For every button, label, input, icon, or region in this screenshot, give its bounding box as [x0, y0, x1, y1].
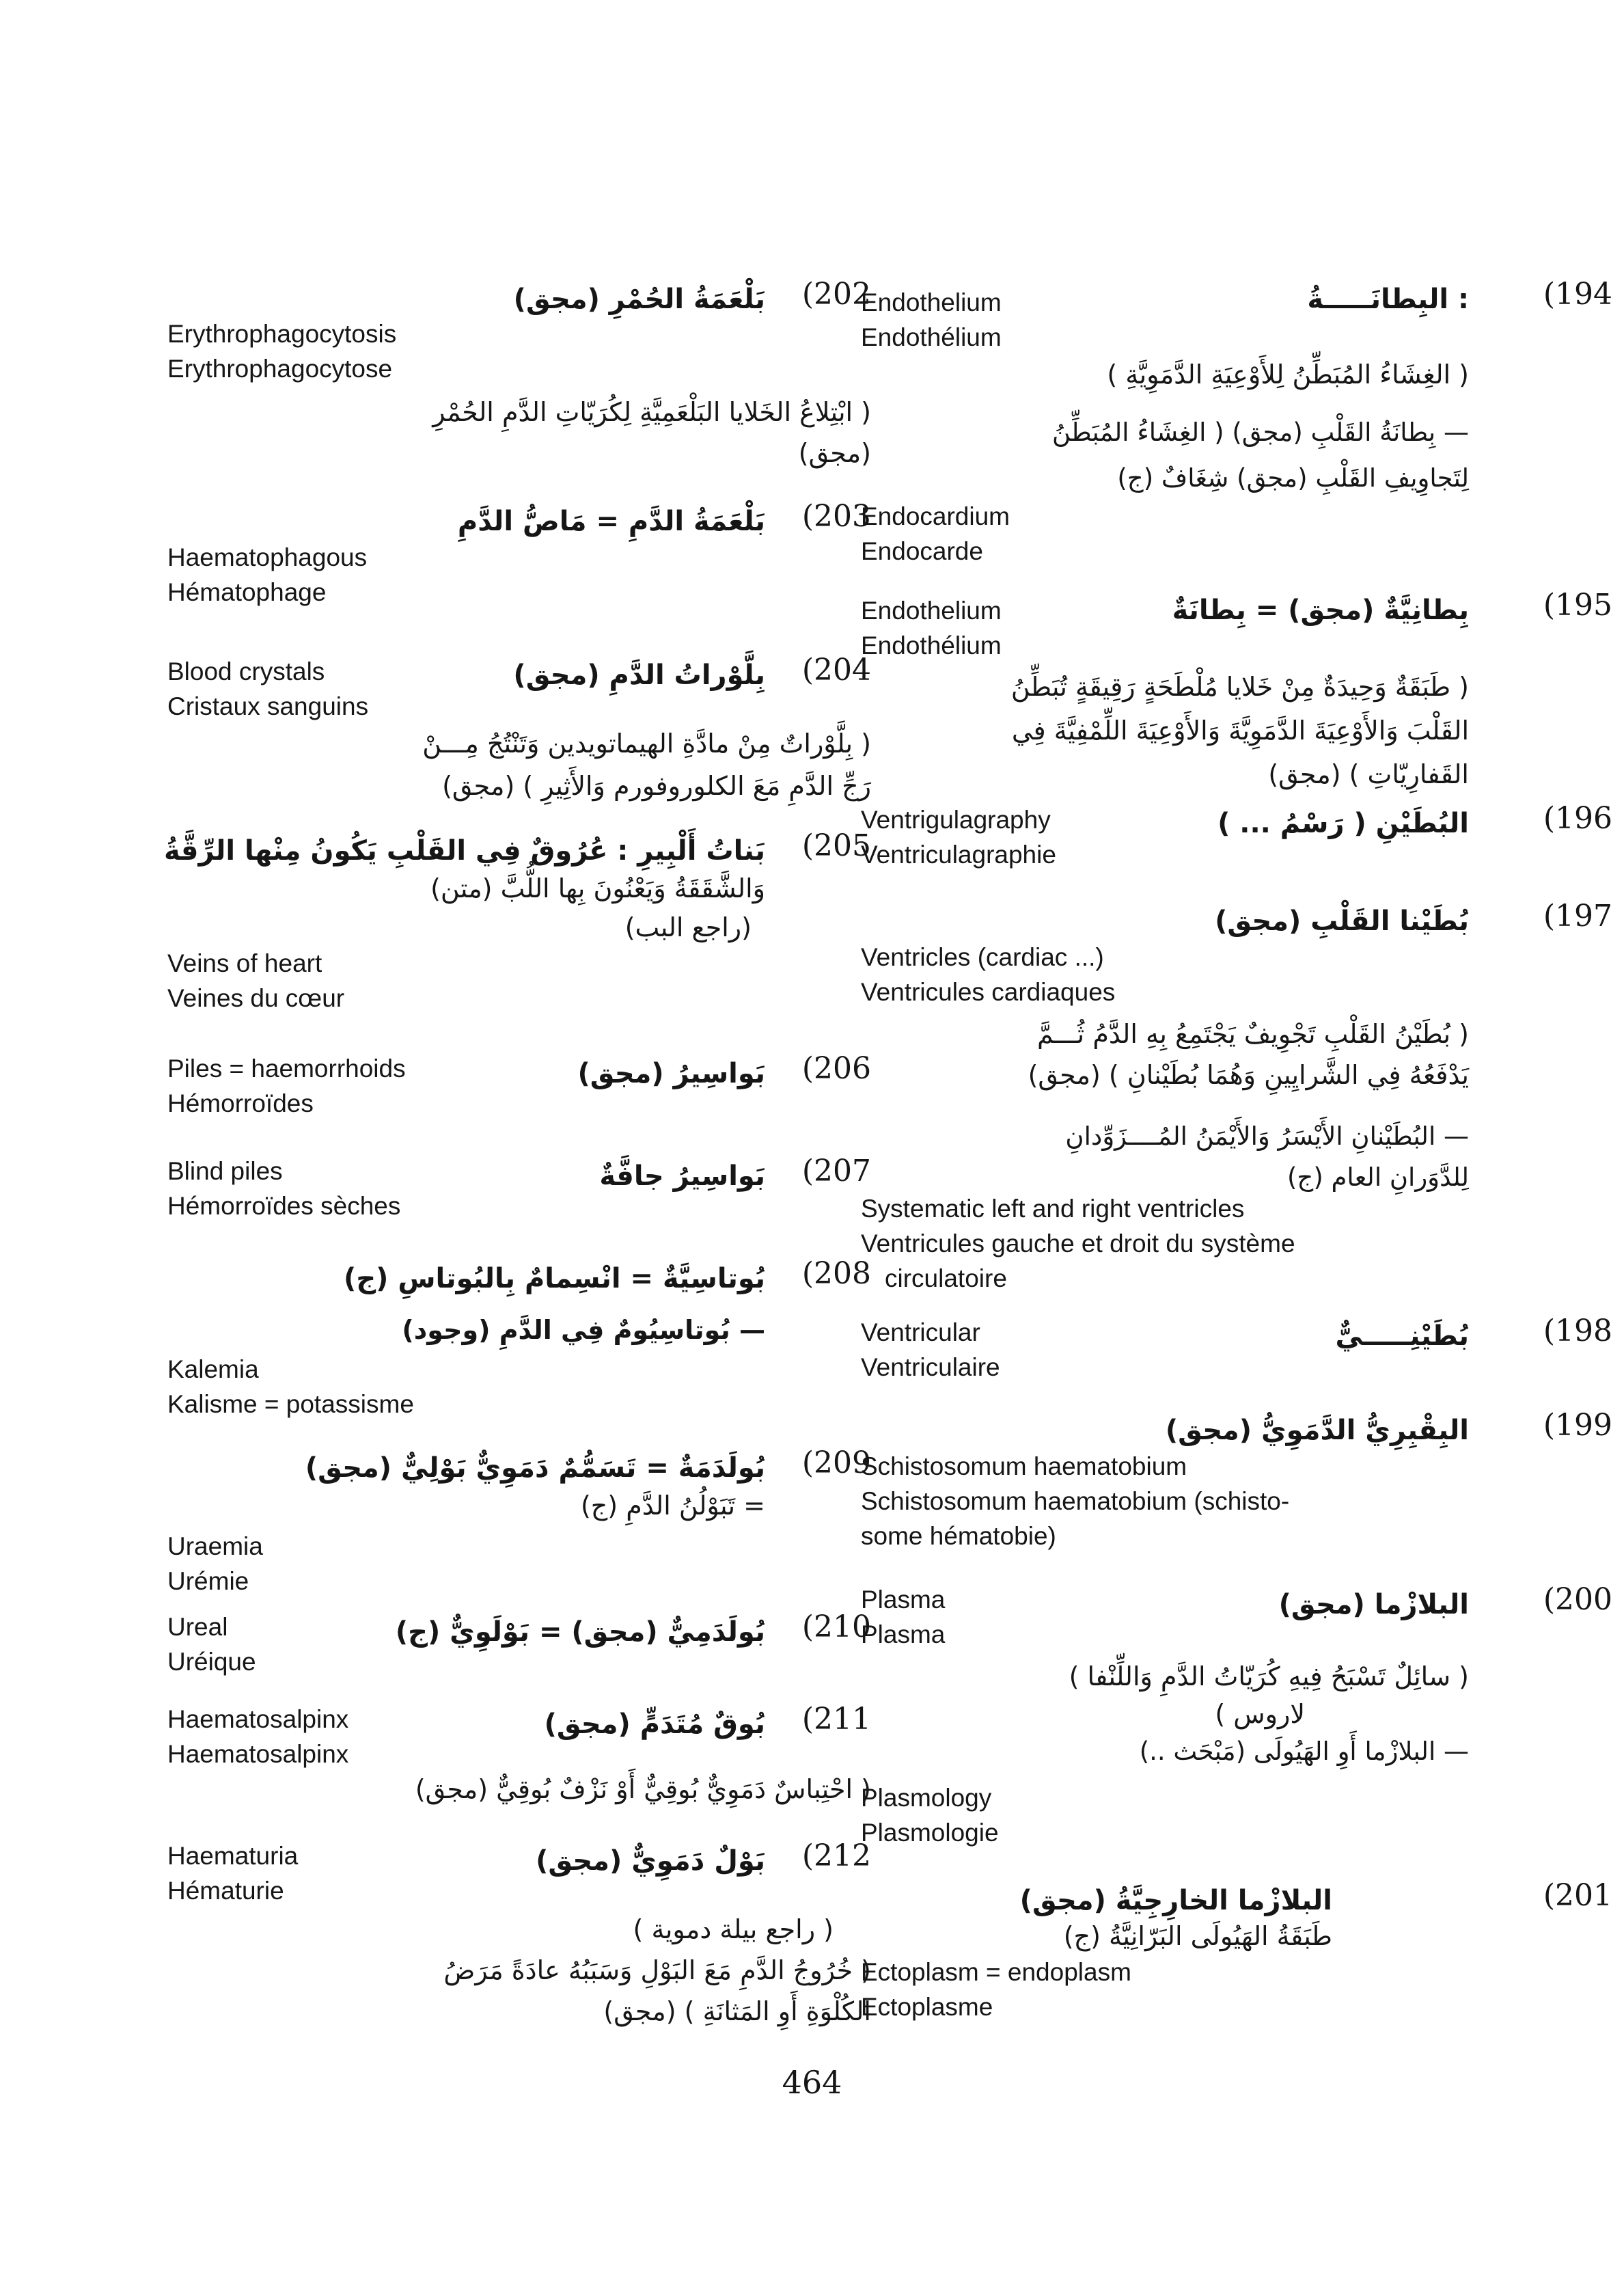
arabic-headword: بُطَيْنا القَلْبِ (مجق) [1215, 906, 1469, 937]
page-number: 464 [782, 2064, 842, 2101]
english-french-terms [167, 1051, 406, 1121]
english-term: Endocardium [861, 502, 1010, 530]
arabic-headword: : البِطانَـــــةُ [1307, 284, 1469, 315]
french-term: Plasma [861, 1620, 946, 1648]
english-french-terms [167, 946, 344, 1016]
left-column [137, 0, 875, 2284]
english-term: Ventricles (cardiac ...) [861, 943, 1104, 971]
arabic-definition: ( الغِشَاءُ المُبَطِّنُ لِلأَوْعِيَةِ الدَّمَوِيَّةِ ) [1107, 359, 1469, 390]
english-french-terms [167, 1529, 263, 1599]
english-term: Uraemia [167, 1532, 263, 1560]
arabic-definition: = تَبَوْلُنُ الدَّمِ (ج) [580, 1491, 765, 1521]
arabic-headword: بَلْعَمَةُ الحُمْرِ (مجق) [513, 284, 765, 315]
english-french-terms [861, 1315, 1000, 1385]
entry-number: (194 [1543, 277, 1612, 312]
arabic-definition: وَالشَّقَقَةُ وَيَعْنُونَ بِها اللُّبَّ (متن) [430, 873, 765, 903]
arabic-subentry: — البلازْما أَوِ الهَيُولَى (مَبْحَث ..) [1139, 1737, 1469, 1766]
entry-number: (205 [801, 828, 871, 863]
entry-number: (203 [801, 499, 871, 534]
arabic-definition: لاروس ) [1215, 1699, 1305, 1729]
arabic-definition: ( بِلَّوْراتٌ مِنْ مادَّةِ الهيماتويدين وَتَنْتُجُ مِـــنْ [422, 729, 871, 759]
arabic-definition: القَفارِيّاتِ ) (مجق) [1268, 759, 1469, 789]
arabic-headword: البلازْما (مجق) [1278, 1589, 1469, 1620]
french-term: Hémorroïdes sèches [167, 1192, 401, 1220]
arabic-subentry: — بِطانَةُ القَلْبِ (مجق) ( الغِشَاءُ المُبَطِّنُ [1051, 418, 1469, 447]
entry-number: (200 [1543, 1582, 1612, 1617]
french-term: Ventricules cardiaques [861, 978, 1116, 1006]
french-term: Uréique [167, 1648, 256, 1676]
french-term: Kalisme = potassisme [167, 1390, 414, 1418]
french-term: Ectoplasme [861, 1993, 993, 2021]
english-term: Plasma [861, 1586, 946, 1614]
english-french-terms [861, 940, 1115, 1009]
arabic-headword: بَناتُ أَلْبِيرِ : عُرُوقٌ فِي القَلْبِ يَكُونُ مِنْها الرِّقَّةُ [164, 835, 765, 867]
arabic-headword: بِلَّوْراتُ الدَّمِ (مجق) [513, 660, 765, 691]
english-term: Haematosalpinx [167, 1705, 349, 1733]
entry-number: (199 [1543, 1408, 1612, 1443]
arabic-headword: البُطَيْنِ ( رَسْمُ ... ) [1217, 808, 1469, 839]
english-term: Ureal [167, 1613, 228, 1641]
arabic-subentry: — بُوتاسِيُومٌ فِي الدَّمِ (وجود) [402, 1315, 765, 1345]
english-french-terms [167, 1609, 256, 1679]
english-term: Plasmology [861, 1784, 992, 1812]
french-term: Erythrophagocytose [167, 355, 393, 383]
english-french-terms [167, 316, 396, 386]
arabic-definition: ( احْتِباسٌ دَمَوِيٌّ بُوقِيٌّ أَوْ نَزْفٌ بُوقِيٌّ (مجق) [415, 1774, 871, 1804]
english-term: Piles = haemorrhoids [167, 1055, 406, 1083]
arabic-definition: ( خُرُوجُ الدَّمِ مَعَ البَوْلِ وَسَبَبُهُ عادَةً مَرَضُ [443, 1955, 871, 1985]
english-french-terms [167, 1154, 400, 1223]
french-term: Ventriculagraphie [861, 841, 1056, 869]
entry-number: (208 [801, 1256, 871, 1291]
arabic-headword: بُطَيْنِـــــيٌّ [1335, 1320, 1469, 1352]
french-term: Endothélium [861, 631, 1002, 660]
english-term: Haematophagous [167, 543, 368, 571]
french-term: Hématophage [167, 578, 327, 606]
arabic-headword: بُولَدَمَةٌ = تَسَمُّمٌ دَمَوِيٌّ بَوْلِيٌّ (مجق) [305, 1452, 765, 1484]
french-term: Plasmologie [861, 1819, 999, 1847]
arabic-definition: ( بُطَيْنُ القَلْبِ تَجْوِيفٌ يَجْتَمِعُ بِهِ الدَّمُ ثُـــمَّ [1036, 1019, 1469, 1049]
arabic-headword: بِطانِيَّةٌ (مجق) = بِطانَةٌ [1172, 595, 1469, 626]
arabic-headword: البِقْبِرِيُّ الدَّمَوِيُّ (مجق) [1165, 1415, 1469, 1446]
french-term: some hématobie) [861, 1522, 1056, 1550]
french-term: Ventriculaire [861, 1353, 1000, 1381]
english-term: Endothelium [861, 288, 1002, 316]
french-term: Endocarde [861, 537, 983, 565]
english-term: Blind piles [167, 1157, 283, 1185]
english-term: Blood crystals [167, 657, 325, 685]
english-term: Ventrigulagraphy [861, 806, 1051, 834]
english-french-terms [861, 593, 1002, 663]
french-term: Schistosomum haematobium (schisto- [861, 1487, 1290, 1515]
french-term: circulatoire [885, 1264, 1007, 1292]
arabic-subentry: — البُطَيْنانِ الأَيْسَرُ وَالأَيْمَنُ المُــــزَوِّدانِ [1065, 1121, 1469, 1151]
french-term: Veines du cœur [167, 984, 345, 1012]
entry-number: (210 [801, 1609, 871, 1644]
english-term: Systematic left and right ventricles [861, 1195, 1245, 1223]
entry-number: (212 [801, 1838, 871, 1873]
entry-number: (207 [801, 1154, 871, 1188]
french-term: Cristaux sanguins [167, 692, 369, 720]
arabic-definition: (مجق) [798, 438, 871, 468]
english-french-terms [861, 1780, 999, 1850]
english-french-terms [167, 540, 367, 610]
english-french-terms [861, 285, 1002, 355]
english-french-terms [861, 802, 1056, 872]
entry-number: (195 [1543, 588, 1612, 623]
entry-number: (196 [1543, 801, 1612, 836]
english-french-terms [167, 1352, 414, 1422]
english-french-terms [861, 1955, 1131, 2024]
arabic-headword: البلازْما الخارِجِيَّةُ (مجق) [1019, 1885, 1332, 1916]
arabic-definition: يَدْفَعُهُ فِي الشَّرايِينِ وَهُمَا بُطَيْنانِ ) (مجق) [1028, 1060, 1469, 1090]
arabic-definition: طَبَقَةُ الهَيُولَى البَرّانِيَّةُ (ج) [1063, 1921, 1332, 1951]
english-french-terms [861, 499, 1010, 569]
entry-number: (197 [1543, 899, 1612, 934]
english-term: Ectoplasm = endoplasm [861, 1958, 1131, 1986]
french-term: Endothélium [861, 323, 1002, 351]
english-french-terms [167, 1838, 298, 1908]
french-term: Hématurie [167, 1877, 284, 1905]
arabic-definition: القَلْبَ وَالأَوْعِيَةَ الدَّمَوِيَّةَ وَالأَوْعِيَةَ اللِّمْفِيَّةَ فِي [1011, 716, 1469, 746]
english-term: Veins of heart [167, 949, 322, 977]
english-term: Endothelium [861, 597, 1002, 625]
arabic-definition: رَجِّ الدَّمِ مَعَ الكلوروفورم وَالأَثِيرِ ) (مجق) [442, 771, 871, 801]
french-term: Haematosalpinx [167, 1740, 349, 1768]
entry-number: (202 [801, 277, 871, 312]
english-term: Schistosomum haematobium [861, 1452, 1187, 1480]
arabic-headword: بُوتاسِيَّةٌ = انْسِمامٌ بِالبُوتاسِ (ج) [344, 1263, 765, 1294]
english-term: Haematuria [167, 1842, 299, 1870]
english-term: Erythrophagocytosis [167, 320, 397, 348]
arabic-definition: الكُلْوَةِ أَوِ المَثانَةِ ) (مجق) [603, 1996, 871, 2026]
entry-number: (209 [801, 1445, 871, 1480]
english-french-terms [167, 1702, 348, 1771]
entry-number: (211 [801, 1702, 871, 1737]
arabic-definition: ( راجع بيلة دموية ) [633, 1914, 834, 1944]
arabic-subentry: لِلدَّوَرانِ العام (ج) [1287, 1163, 1469, 1192]
arabic-definition: (راجع البب) [624, 912, 752, 942]
french-term: Urémie [167, 1567, 249, 1595]
english-french-terms [167, 654, 368, 724]
arabic-definition: ( سائِلٌ تَسْبَحُ فِيهِ كُرَيّاتُ الدَّمِ وَاللِّنْفا ) [1069, 1661, 1469, 1691]
arabic-definition: ( طَبَقَةٌ وَحِيدَةٌ مِنْ خَلايا مُلْطَحَةٍ رَقِيقَةٍ تُبَطِّنُ [1010, 672, 1469, 702]
entry-number: (198 [1543, 1314, 1612, 1348]
arabic-headword: بَواسِيرُ (مجق) [577, 1058, 765, 1089]
arabic-headword: بُولَدَمِيٌّ (مجق) = بَوْلَوِيٌّ (ج) [395, 1616, 765, 1648]
english-term: Ventricular [861, 1318, 980, 1346]
arabic-headword: بَلْعَمَةُ الدَّمِ = مَاصُّ الدَّمِ [457, 506, 765, 537]
arabic-definition: ( ابْتِلاعُ الخَلايا البَلْعَمِيَّةِ لِكُرَيّاتِ الدَّمِ الحُمْرِ [432, 397, 871, 427]
english-french-terms [861, 1191, 1295, 1296]
arabic-subentry: لِتَجاوِيفِ القَلْبِ (مجق) شِغَافٌ (ج) [1117, 463, 1469, 493]
right-column [840, 0, 1612, 2284]
english-term: Kalemia [167, 1355, 259, 1383]
entry-number: (206 [801, 1051, 871, 1086]
arabic-headword: بَوْلٌ دَمَوِيٌّ (مجق) [536, 1845, 765, 1877]
arabic-headword: بَواسِيرُ جافَّةٌ [599, 1160, 765, 1192]
arabic-headword: بُوقٌ مُتَدَمٍّ (مجق) [544, 1709, 765, 1740]
entry-number: (201 [1543, 1878, 1612, 1913]
entry-number: (204 [801, 653, 871, 688]
french-term: Hémorroïdes [167, 1089, 314, 1117]
english-french-terms [861, 1449, 1289, 1553]
french-term: Ventricules gauche et droit du système [861, 1229, 1295, 1257]
